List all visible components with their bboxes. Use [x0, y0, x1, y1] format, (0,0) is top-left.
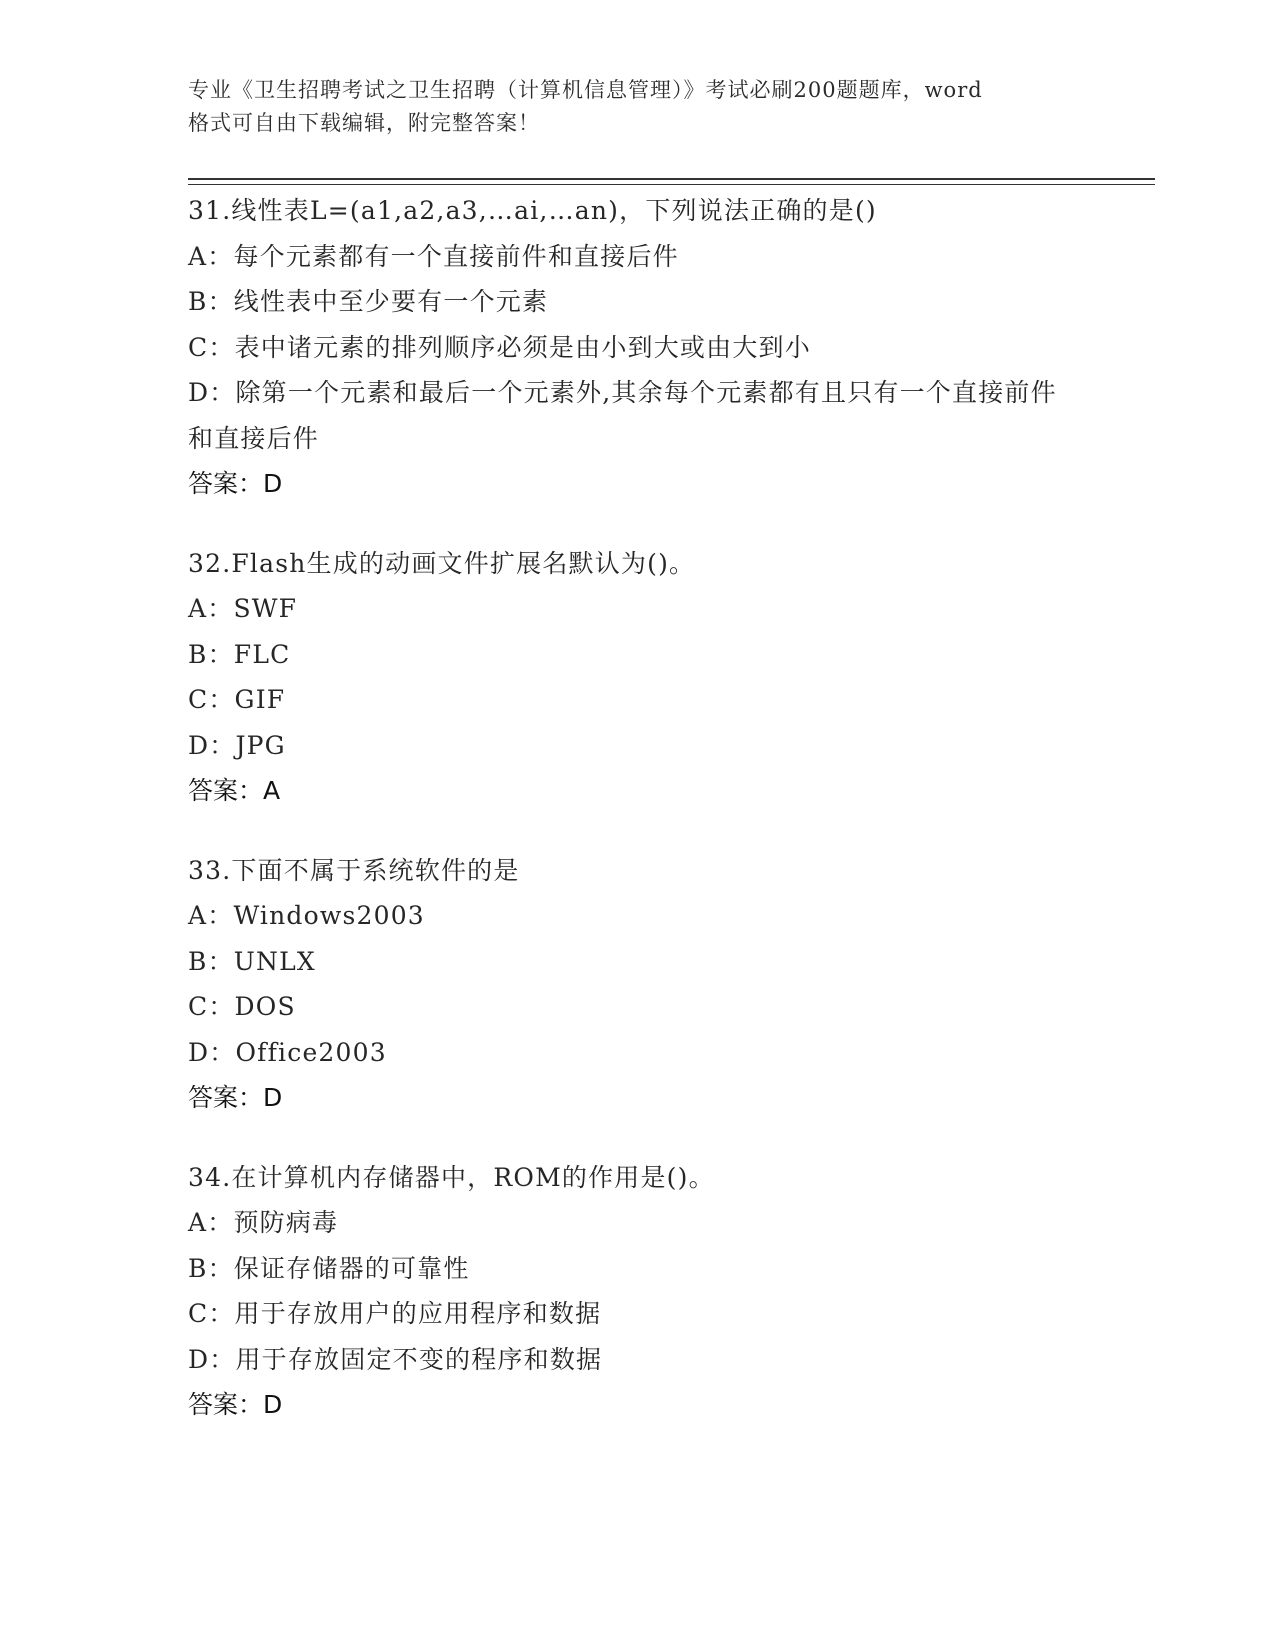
answer: 答案：D: [188, 1083, 283, 1112]
option-a: A：预防病毒: [188, 1208, 339, 1237]
document-header: [188, 74, 1108, 140]
question-33: [188, 848, 1108, 1121]
question-stem: 34.在计算机内存储器中，ROM的作用是()。: [188, 1162, 715, 1192]
option-c: C：表中诸元素的排列顺序必须是由小到大或由大到小: [188, 332, 811, 362]
header-line-2: 格式可自由下载编辑，附完整答案！: [188, 111, 540, 135]
option-c: C：用于存放用户的应用程序和数据: [188, 1299, 602, 1328]
option-d: D：Office2003: [188, 1037, 387, 1067]
option-a: A：SWF: [188, 594, 298, 623]
question-32: [188, 541, 1108, 814]
header-line-1: 专业《卫生招聘考试之卫生招聘（计算机信息管理）》考试必刷200题题库，word: [188, 78, 983, 102]
option-d: D：JPG: [188, 730, 286, 760]
answer: 答案：A: [188, 776, 281, 805]
option-b: B：线性表中至少要有一个元素: [188, 287, 549, 316]
option-c: C：GIF: [188, 685, 286, 714]
option-b: B：FLC: [188, 639, 291, 669]
question-stem: 33.下面不属于系统软件的是: [188, 855, 520, 885]
answer: 答案：D: [188, 469, 283, 498]
question-stem: 31.线性表L=(a1,a2,a3,…ai,…an)，下列说法正确的是(): [188, 196, 877, 225]
header-divider-thin: [188, 184, 1155, 185]
question-34: [188, 1155, 1108, 1428]
option-c: C：DOS: [188, 992, 296, 1021]
option-b: B：UNLX: [188, 946, 316, 976]
option-b: B：保证存储器的可靠性: [188, 1253, 470, 1283]
answer: 答案：D: [188, 1390, 283, 1419]
option-a: A：每个元素都有一个直接前件和直接后件: [188, 241, 679, 271]
question-list: [188, 188, 1108, 1462]
option-a: A：Windows2003: [188, 901, 425, 930]
option-d: D：用于存放固定不变的程序和数据: [188, 1344, 603, 1374]
option-d: D：除第一个元素和最后一个元素外,其余每个元素都有且只有一个直接前件和直接后件: [188, 378, 1057, 453]
header-divider-thick: [188, 178, 1155, 180]
question-31: [188, 188, 1108, 507]
question-stem: 32.Flash生成的动画文件扩展名默认为()。: [188, 548, 696, 578]
